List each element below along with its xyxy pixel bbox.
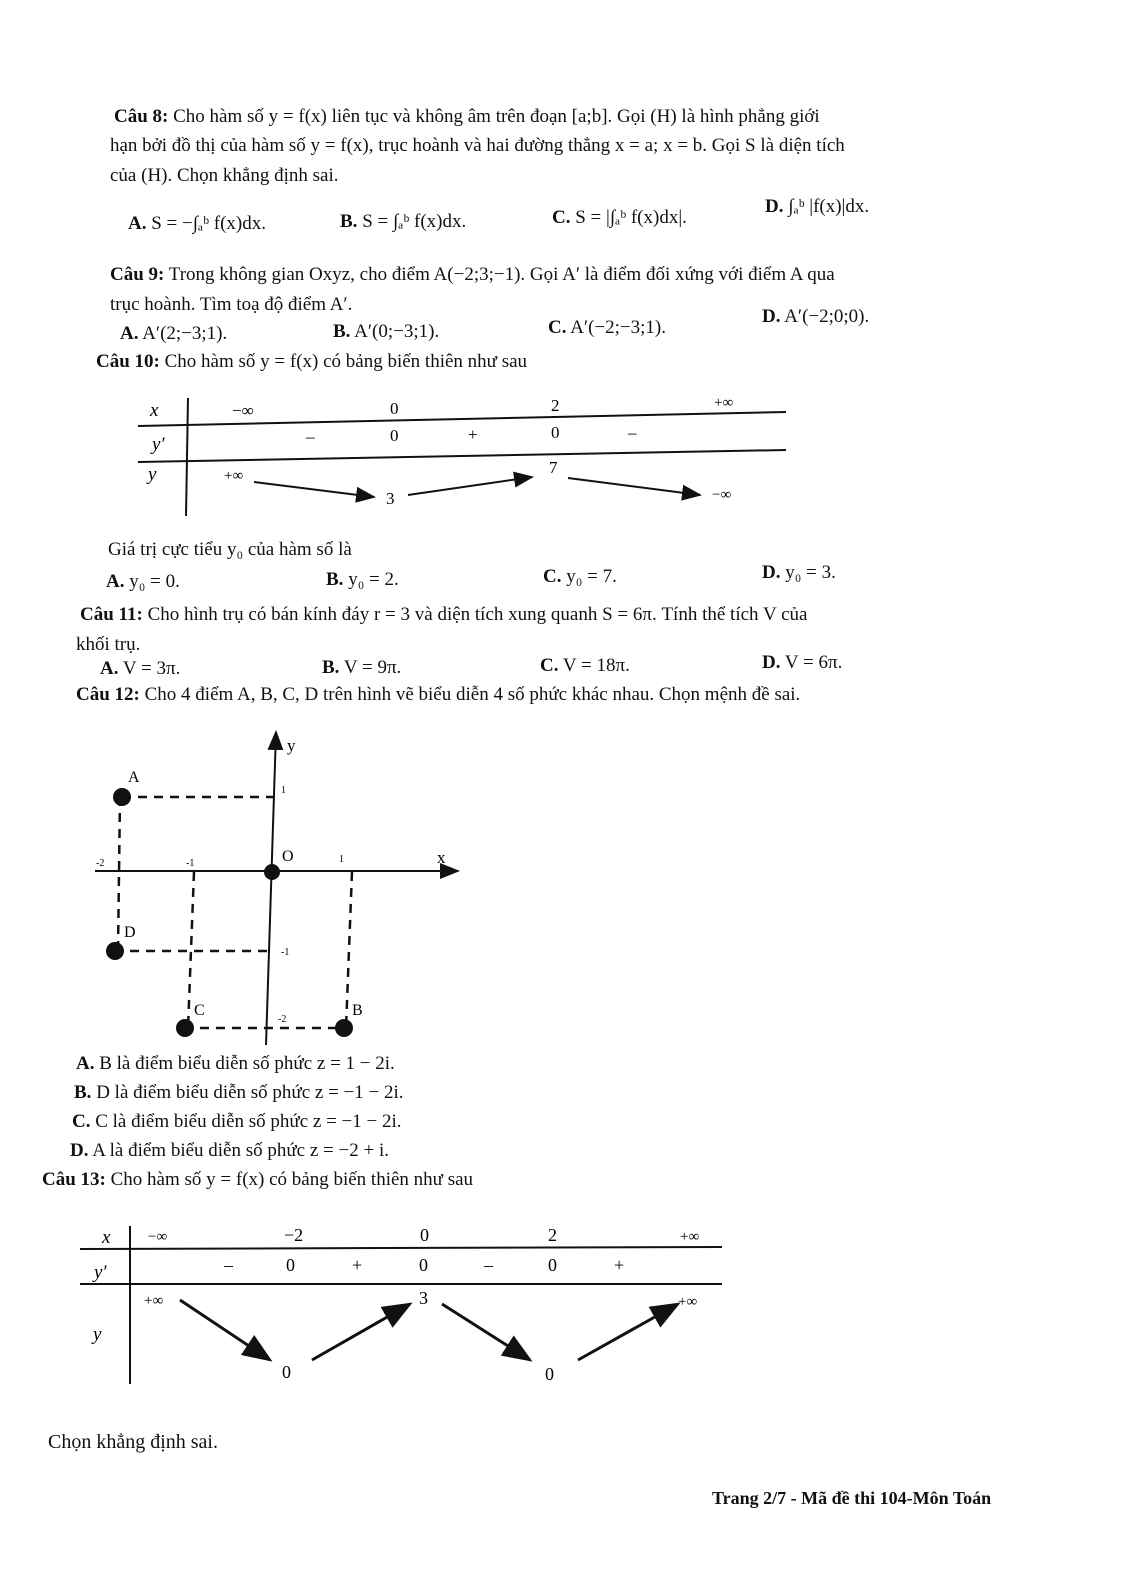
q8-option-d: D. ∫ₐᵇ |f(x)|dx.	[765, 196, 870, 217]
q10-x-value: 0	[390, 399, 399, 418]
q13-sign: +	[614, 1255, 625, 1275]
q13-sign: 0	[419, 1255, 428, 1275]
q10-y-value: 3	[386, 489, 395, 508]
q12-tick-y-1: 1	[281, 785, 286, 796]
q13-text1: Cho hàm số y = f(x) có bảng biến thiên như sau	[110, 1169, 474, 1190]
q12-label-b: B	[352, 1002, 363, 1019]
q12-label-origin: O	[282, 848, 294, 865]
q12-label-y-axis: y	[287, 736, 296, 755]
q12-option-b: B. D là điểm biểu diễn số phức z = −1 − 2i.	[74, 1082, 404, 1103]
q8-option-a: A. S = −∫ₐᵇ f(x)dx.	[128, 213, 266, 234]
q12-tick-x-1: 1	[339, 854, 344, 865]
q13-sign: 0	[286, 1255, 295, 1275]
q10-y-value: 7	[549, 458, 558, 477]
q13-x-value: 2	[548, 1225, 557, 1245]
q13-x-value: +∞	[680, 1229, 700, 1245]
q13-x-value: 0	[420, 1225, 429, 1245]
q10-sign: –	[306, 427, 315, 446]
q10-label: Câu 10:	[96, 351, 160, 372]
q8-line2: hạn bởi đồ thị của hàm số y = f(x), trục hoành và hai đường thẳng x = a; x = b. Gọi S là diện tích	[110, 135, 845, 156]
q13-y-value: 3	[419, 1288, 428, 1308]
q12-tick-y-minus-1: -1	[281, 947, 290, 958]
q10-text1: Cho hàm số y = f(x) có bảng biến thiên như sau	[164, 351, 528, 372]
page-footer: Trang 2/7 - Mã đề thi 104-Môn Toán	[712, 1488, 992, 1508]
q13-sign: +	[352, 1255, 363, 1275]
q13-label-yprime: y′	[94, 1262, 107, 1283]
q11-option-d: D. V = 6π.	[762, 652, 843, 673]
q12-text1: Cho 4 điểm A, B, C, D trên hình vẽ biểu diễn 4 số phức khác nhau. Chọn mệnh đề sai.	[144, 684, 801, 705]
q10-x-value: +∞	[714, 395, 734, 411]
q13-label-x: x	[102, 1227, 111, 1248]
q8-option-b: B. S = ∫ₐᵇ f(x)dx.	[340, 211, 467, 232]
q13-y-value: 0	[282, 1362, 291, 1382]
q9-option-c: C. A′(−2;−3;1).	[548, 317, 666, 338]
q12-label-a: A	[128, 769, 140, 786]
q10-sign: 0	[551, 423, 560, 442]
q11-text1: Cho hình trụ có bán kính đáy r = 3 và diện tích xung quanh S = 6π. Tính thể tích V của	[147, 604, 808, 625]
q12-tick-x-minus-1: -1	[186, 858, 195, 869]
q13-arrow-down	[180, 1300, 270, 1360]
q13-arrow-down	[442, 1304, 530, 1360]
q12-tick-y-minus-2: -2	[278, 1014, 287, 1025]
q10-label-y: y	[148, 464, 157, 485]
q10-option-a: A. y₀ = 0.	[106, 571, 180, 592]
q13-table-line-1	[80, 1247, 722, 1249]
q13-sign: 0	[548, 1255, 557, 1275]
q10-sign: +	[468, 425, 478, 444]
q10-x-value: −∞	[232, 401, 254, 420]
q10-sign: –	[628, 423, 637, 442]
q13-sign: –	[484, 1255, 493, 1275]
q13-arrow-up	[312, 1304, 410, 1360]
q8-text1: Cho hàm số y = f(x) liên tục và không âm trên đoạn [a;b]. Gọi (H) là hình phẳng giới	[173, 106, 820, 127]
q13-y-value: 0	[545, 1364, 554, 1384]
q10-question: Giá trị cực tiểu y₀ của hàm số là	[108, 539, 352, 560]
q10-label-yprime: y′	[152, 434, 165, 455]
q9-option-a: A. A′(2;−3;1).	[120, 323, 228, 344]
q10-x-value: 2	[551, 396, 560, 415]
q9-label: Câu 9:	[110, 264, 165, 285]
q12-tick-x-minus-2: -2	[96, 858, 105, 869]
q10-label-x: x	[150, 400, 159, 421]
q12-option-c: C. C là điểm biểu diễn số phức z = −1 − 2i.	[72, 1111, 402, 1132]
q8-label: Câu 8:	[114, 106, 169, 127]
q10-y-value: +∞	[224, 468, 244, 484]
q13-x-value: −∞	[148, 1229, 168, 1245]
q9-option-d: D. A′(−2;0;0).	[762, 306, 870, 327]
q12-option-d: D. A là điểm biểu diễn số phức z = −2 + i.	[70, 1140, 389, 1161]
q11-option-b: B. V = 9π.	[322, 657, 402, 678]
q13-sign: –	[224, 1255, 233, 1275]
q10-y-value: −∞	[712, 487, 732, 503]
q12-label-c: C	[194, 1002, 205, 1019]
q13-label: Câu 13:	[42, 1169, 106, 1190]
q13-question: Chọn khẳng định sai.	[48, 1431, 218, 1453]
q8-option-c: C. S = |∫ₐᵇ f(x)dx|.	[552, 207, 687, 228]
q12-label: Câu 12:	[76, 684, 140, 705]
q8-line3: của (H). Chọn khẳng định sai.	[110, 165, 339, 186]
q13-label-y: y	[93, 1324, 102, 1345]
q11-option-c: C. V = 18π.	[540, 655, 630, 676]
q12-label-x-axis: x	[437, 848, 446, 867]
q12-option-a: A. B là điểm biểu diễn số phức z = 1 − 2i.	[76, 1053, 395, 1074]
q10-option-c: C. y₀ = 7.	[543, 566, 617, 587]
q10-sign: 0	[390, 426, 399, 445]
q11-label: Câu 11:	[80, 604, 143, 625]
q13-x-value: −2	[284, 1225, 304, 1245]
q13-arrow-up	[578, 1304, 678, 1360]
q11-option-a: A. V = 3π.	[100, 658, 181, 679]
q11-line2: khối trụ.	[76, 634, 141, 655]
q13-y-value: +∞	[678, 1294, 698, 1310]
q9-line2: trục hoành. Tìm toạ độ điểm A′.	[110, 294, 353, 315]
q9-text1: Trong không gian Oxyz, cho điểm A(−2;3;−1). Gọi A′ là điểm đối xứng với điểm A qua	[168, 264, 835, 285]
q10-option-b: B. y₀ = 2.	[326, 569, 399, 590]
q12-label-d: D	[124, 924, 136, 941]
q9-option-b: B. A′(0;−3;1).	[333, 321, 440, 342]
q13-y-value: +∞	[144, 1293, 164, 1309]
q10-option-d: D. y₀ = 3.	[762, 562, 836, 583]
